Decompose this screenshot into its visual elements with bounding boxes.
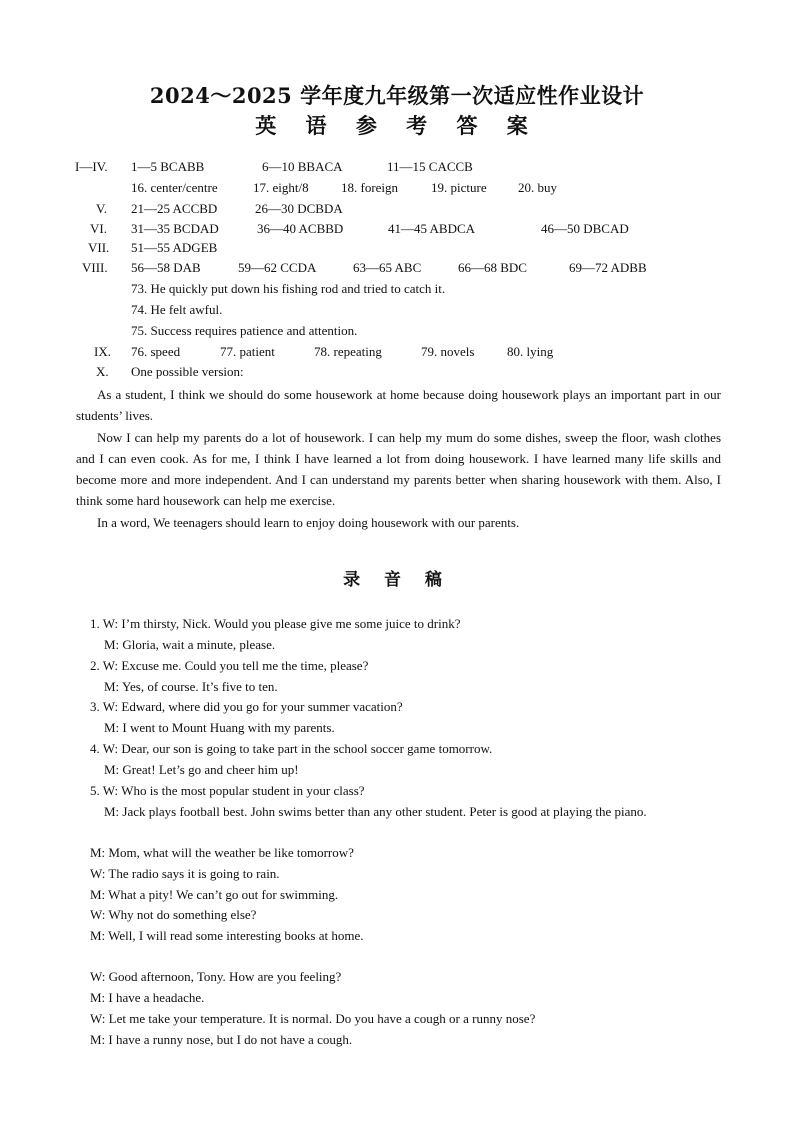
answer-19: 19. picture xyxy=(431,180,487,195)
answer-17: 17. eight/8 xyxy=(253,180,309,195)
section-label-9: IX. xyxy=(94,344,111,359)
q2-woman-line: 2. W: Excuse me. Could you tell me the time, please? xyxy=(90,658,369,673)
section-label-10: X. xyxy=(96,364,109,379)
answer-31-35: 31—35 BCDAD xyxy=(131,221,219,236)
q1-woman-line: 1. W: I’m thirsty, Nick. Would you please give me some juice to drink? xyxy=(90,616,461,631)
dialogue1-line2: W: The radio says it is going to rain. xyxy=(90,866,280,881)
section-label-5: V. xyxy=(96,201,107,216)
answer-56-58: 56—58 DAB xyxy=(131,260,201,275)
answer-36-40: 36—40 ACBBD xyxy=(257,221,344,236)
dialogue1-line4: W: Why not do something else? xyxy=(90,907,257,922)
answer-16: 16. center/centre xyxy=(131,180,218,195)
answer-6-10: 6—10 BBACA xyxy=(262,159,343,174)
dialogue2-line2: M: I have a headache. xyxy=(90,990,205,1005)
transcript-title: 录 音 稿 xyxy=(343,570,451,590)
section-label-6: VI. xyxy=(90,221,107,236)
answer-51-55: 51—55 ADGEB xyxy=(131,240,218,255)
answer-46-50: 46—50 DBCAD xyxy=(541,221,629,236)
answer-1-5: 1—5 BCABB xyxy=(131,159,205,174)
essay-paragraph-3: In a word, We teenagers should learn to enjoy doing housework with our parents. xyxy=(97,515,520,530)
answer-78: 78. repeating xyxy=(314,344,382,359)
answer-11-15: 11—15 CACCB xyxy=(387,159,473,174)
section-label-8: VIII. xyxy=(82,260,108,275)
q5-woman-line: 5. W: Who is the most popular student in your class? xyxy=(90,783,365,798)
dialogue2-line3: W: Let me take your temperature. It is normal. Do you have a cough or a runny nose? xyxy=(90,1011,536,1026)
answer-73: 73. He quickly put down his fishing rod and tried to catch it. xyxy=(131,281,446,296)
answer-74: 74. He felt awful. xyxy=(131,302,223,317)
page-subtitle: 英 语 参 考 答 案 xyxy=(255,113,539,138)
q4-man-line: M: Great! Let’s go and cheer him up! xyxy=(104,762,299,777)
essay-paragraph-1: As a student, I think we should do some housework at home because doing housework plays an important part in our students’ lives. xyxy=(76,387,721,423)
answer-79: 79. novels xyxy=(421,344,475,359)
dialogue1-line5: M: Well, I will read some interesting books at home. xyxy=(90,928,364,943)
page-title: 2024～2025 学年度九年级第一次适应性作业设计 xyxy=(149,83,645,108)
answer-59-62: 59—62 CCDA xyxy=(238,260,317,275)
answer-77: 77. patient xyxy=(220,344,275,359)
section-label-7: VII. xyxy=(88,240,110,255)
answer-26-30: 26—30 DCBDA xyxy=(255,201,343,216)
dialogue1-line1: M: Mom, what will the weather be like tomorrow? xyxy=(90,845,354,860)
q3-man-line: M: I went to Mount Huang with my parents. xyxy=(104,720,335,735)
dialogue2-line4: M: I have a runny nose, but I do not have a cough. xyxy=(90,1032,353,1047)
dialogue2-line1: W: Good afternoon, Tony. How are you feeling? xyxy=(90,969,342,984)
q3-woman-line: 3. W: Edward, where did you go for your summer vacation? xyxy=(90,699,403,714)
q1-man-line: M: Gloria, wait a minute, please. xyxy=(104,637,276,652)
q4-woman-line: 4. W: Dear, our son is going to take part in the school soccer game tomorrow. xyxy=(90,741,493,756)
answer-63-65: 63—65 ABC xyxy=(353,260,422,275)
answer-41-45: 41—45 ABDCA xyxy=(388,221,476,236)
answer-80: 80. lying xyxy=(507,344,554,359)
essay-paragraph-2: Now I can help my parents do a lot of housework. I can help my mum do some dishes, sweep the floor, wash clothes and I can even cook. As for me, I think I have learned a lot from doing housework. I have learned many life skills and become more and more independent. And I can understand my parents better when sharing housework with them. Also, I think some hard housework can help me exercise. xyxy=(76,430,721,508)
answer-18: 18. foreign xyxy=(341,180,399,195)
answer-20: 20. buy xyxy=(518,180,557,195)
answer-69-72: 69—72 ADBB xyxy=(569,260,647,275)
answer-21-25: 21—25 ACCBD xyxy=(131,201,218,216)
q5-man-line: M: Jack plays football best. John swims better than any other student. Peter is good at playing the piano. xyxy=(104,804,647,819)
answer-75: 75. Success requires patience and attention. xyxy=(131,323,358,338)
answer-76: 76. speed xyxy=(131,344,181,359)
dialogue1-line3: M: What a pity! We can’t go out for swimming. xyxy=(90,887,339,902)
section-label-1-4: I—IV. xyxy=(75,159,108,174)
essay-intro: One possible version: xyxy=(131,364,244,379)
answer-66-68: 66—68 BDC xyxy=(458,260,527,275)
q2-man-line: M: Yes, of course. It’s five to ten. xyxy=(104,679,278,694)
